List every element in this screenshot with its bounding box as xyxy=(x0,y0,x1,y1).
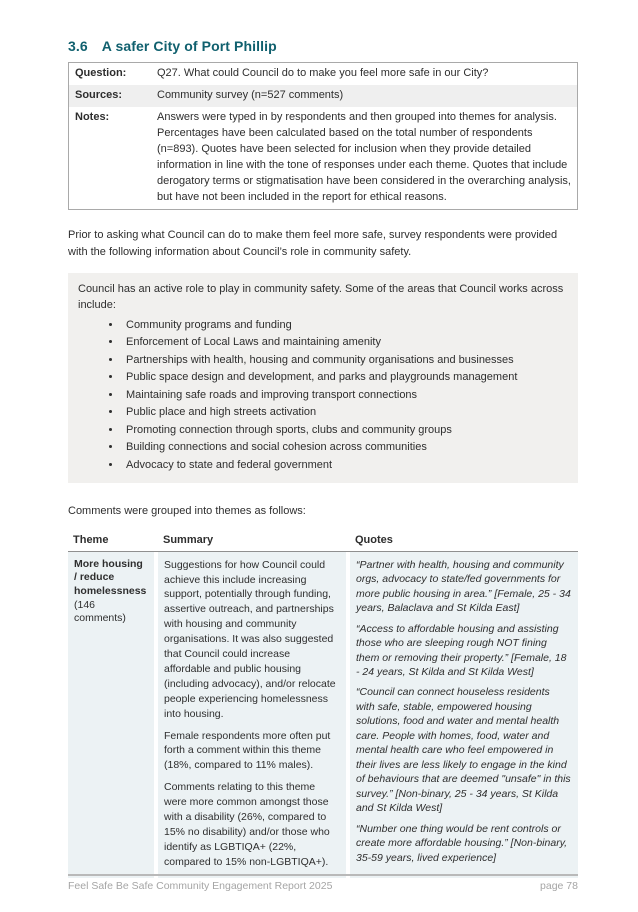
council-role-list xyxy=(78,317,568,474)
footer-report-title: Feel Safe Be Safe Community Engagement Report 2025 xyxy=(68,880,333,892)
list-item: • Community programs and funding xyxy=(122,317,568,334)
council-role-intro: Council has an active role to play in community safety. Some of the areas that Council works across include: xyxy=(78,282,564,312)
info-label-sources: Sources: xyxy=(75,88,123,101)
quote: “Number one thing would be rent controls or create more affordable housing.” [Non-binary, 35-59 years, lived experience] xyxy=(356,822,568,864)
themes-intro: Comments were grouped into themes as follows: xyxy=(68,505,306,518)
info-value-sources: Community survey (n=527 comments) xyxy=(157,88,344,101)
info-value-question: Q27. What could Council do to make you feel more safe in our City? xyxy=(157,67,489,79)
section-number: 3.6 xyxy=(68,38,88,54)
info-row-sources xyxy=(69,85,578,107)
page-footer xyxy=(68,874,578,892)
column-header-theme: Theme xyxy=(68,530,154,551)
info-value-notes: Answers were typed in by respondents and then grouped into themes for analysis. Percentages have been calculated based on the total number of respondents (n=893). Quotes have been selected for inclusion when they provide detailed information in line with the tone of responses under each theme. Quotes that include derogatory terms or stigmatisation have been considered in the overarching analysis, but have not been included in the report for ethical reasons. xyxy=(157,110,571,203)
intro-paragraph: Prior to asking what Council can do to make them feel more safe, survey respondents were provided with the following information about Council’s role in community safety. xyxy=(68,228,558,258)
list-item: • Promoting connection through sports, clubs and community groups xyxy=(122,422,568,439)
quote: “Partner with health, housing and community orgs, advocacy to state/fed governments for more public housing in area.” [Female, 25 - 34 years, Balaclava and St Kilda East] xyxy=(356,558,571,615)
summary-paragraph: Comments relating to this theme were more common amongst those with a disability (26%, compared to 15% no disability) and/or those who identify as LGBTIQA+ (22%, compared to 15% non-LGBTIQA+). xyxy=(164,781,330,868)
summary-paragraph: Suggestions for how Council could achieve this include increasing support, potentially through funding, assertive outreach, and partnerships with housing and community organisations. It was also suggested that Council could increase affordable and public housing (including advocacy), and/or relocate people experiencing homelessness into housing. xyxy=(164,558,336,720)
quote: “Council can connect houseless residents with safe, stable, empowered housing solutions, food and water and mental health care. People with homes, food, water and mental health care who feel empowered in their lives are less likely to engage in the kind of behaviours that are deemed "unsafe" in this survey.” [Non-binary, 25 - 34 years, St Kilda and St Kilda West] xyxy=(356,686,571,815)
theme-cell xyxy=(68,552,154,878)
info-row-notes xyxy=(69,107,578,209)
question-info-table xyxy=(68,62,578,210)
summary-paragraph: Female respondents more often put forth a comment within this theme (18%, compared to 11% males). xyxy=(164,729,331,772)
list-item: • Advocacy to state and federal government xyxy=(122,457,568,474)
info-row-question xyxy=(69,63,578,85)
list-item: • Public place and high streets activation xyxy=(122,404,568,421)
theme-name: More housing / reduce homelessness xyxy=(74,557,147,597)
themes-table-header xyxy=(68,530,578,552)
summary-cell xyxy=(158,552,346,878)
list-item: • Building connections and social cohesion across communities xyxy=(122,439,568,456)
column-header-summary: Summary xyxy=(158,530,346,551)
theme-count: (146 comments) xyxy=(74,598,126,625)
list-item: • Partnerships with health, housing and community organisations and businesses xyxy=(122,352,568,369)
list-item: • Maintaining safe roads and improving transport connections xyxy=(122,387,568,404)
list-item: • Public space design and development, and parks and playgrounds management xyxy=(122,369,568,386)
themes-table xyxy=(68,530,578,878)
quote: “Access to affordable housing and assisting those who are sleeping rough NOT fining them or removing their property.” [Female, 18 - 24 years, St Kilda and St Kilda West] xyxy=(356,622,567,678)
quotes-cell xyxy=(350,552,578,878)
info-label-notes: Notes: xyxy=(75,110,110,123)
section-heading xyxy=(68,38,578,54)
list-item: • Enforcement of Local Laws and maintaining amenity xyxy=(122,334,568,351)
footer-page-number: page 78 xyxy=(540,880,578,892)
section-title: A safer City of Port Phillip xyxy=(101,38,277,54)
table-row xyxy=(68,552,578,878)
column-header-quotes: Quotes xyxy=(350,530,578,551)
info-label-question: Question: xyxy=(75,67,127,79)
council-role-box xyxy=(68,273,578,484)
